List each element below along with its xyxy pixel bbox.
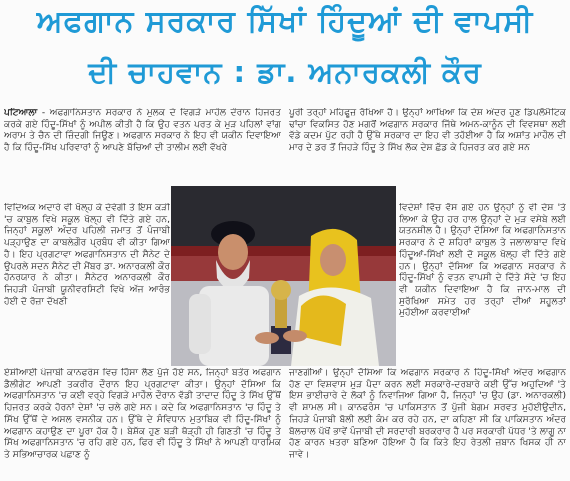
article-column-bottom-right <box>289 368 566 480</box>
article-text-bottom-right: ਜਾਣਗੀਆਂ। ਉਨ੍ਹਾਂ ਦੱਸਿਆ ਕਿ ਅਫਗਾਨ ਸਰਕਾਰ ਨੇ ਹਿੰਦੂ-ਸਿੱਖਾਂ ਅੰਦਰ ਅਫਗਾਨ ਹੋਣ ਦਾ ਵਿਸ਼ਵਾਸ ਮੁੜ ਪੈਦਾ ਕਰਨ ਲਈ ਸਰਕਾਰੇ-ਦਰਬਾਰੇ ਕਈ ਉੱਚ ਅਹੁਦਿਆਂ 'ਤੇ ਇਸ ਭਾਈਚਾਰੇ ਦੇ ਲੋਕਾਂ ਨੂੰ ਨਿਵਾਜਿਆ ਗਿਆ ਹੈ, ਜਿਨ੍ਹਾਂ 'ਚ ਉਹ (ਡਾ. ਅਨਾਰਕਲੀ) ਵੀ ਸ਼ਾਮਲ ਸੀ। ਕਾਨਫਰੰਸ 'ਚ ਪਾਕਿਸਤਾਨ ਤੋਂ ਪੁੱਜੀ ਬੇਗਮ ਸਰਵਤ ਮੁਹੱਈਉਦੀਨ, ਜਿਹੜੇ ਪੰਜਾਬੀ ਬੋਲੀ ਲਈ ਕੰਮ ਕਰ ਰਹੇ ਹਨ, ਦਾ ਕਹਿਣਾ ਸੀ ਕਿ ਪਾਕਿਸਤਾਨ ਅੰਦਰ ਬੋਲਚਾਲ ਪੱਖੋਂ ਭਾਵੇਂ ਪੰਜਾਬੀ ਦੀ ਸਰਦਾਰੀ ਬਰਕਰਾਰ ਹੈ ਪਰ ਸਰਕਾਰੀ ਪੱਧਰ 'ਤੇ ਲਾਗੂ ਨਾ ਹੋਣ ਕਾਰਨ ਖ਼ਤਰਾ ਬਣਿਆ ਹੋਇਆ ਹੈ ਕਿ ਕਿਤੇ ਇਹ ਰੇਤਲੀ ਜ਼ਬਾਨ ਖਿਸਕ ਹੀ ਨਾ ਜਾਵੇ। <box>289 368 566 460</box>
article-text-right-top: ਪੂਰੀ ਤਰ੍ਹਾਂ ਮਹਿਫੂਜ਼ ਰੱਖਿਆ ਹੈ। ਉਨ੍ਹਾਂ ਆਖਿਆ ਕਿ ਦੇਸ਼ ਅੰਦਰ ਹੁਣ ਡਿਪਲੋਮੈਟਿਕ ਢਾਂਚਾ ਵਿਕਸਿਤ ਹੋਣ ਮਗਰੋਂ ਅਫਗਾਨ ਸਰਕਾਰ ਜਿੱਥੇ ਅਮਨ-ਕਾਨੂੰਨ ਦੀ ਵਿਵਸਥਾ ਲਈ ਵੱਡੇ ਕਦਮ ਪੁੱਟ ਰਹੀ ਹੈ ਉੱਥੇ ਸਰਕਾਰ ਦਾ ਇਹ ਵੀ ਤਹੱਈਆ ਹੈ ਕਿ ਅਸ਼ਾਂਤ ਮਾਹੌਲ ਦੀ ਮਾਰ ਦੇ ਡਰ ਤੋਂ ਜਿਹੜੇ ਹਿੰਦੂ ਤੇ ਸਿੱਖ ਲੋਕ ਦੇਸ਼ ਛੱਡ ਕੇ ਹਿਜਰਤ ਕਰ ਗਏ ਸਨ <box>289 108 566 154</box>
photo-illustration <box>171 186 396 366</box>
headline-line-1: ਅਫਗਾਨ ਸਰਕਾਰ ਸਿੱਖਾਂ ਹਿੰਦੂਆਂ ਦੀ ਵਾਪਸੀ <box>36 4 534 39</box>
headline-line-2: ਦੀ ਚਾਹਵਾਨ : ਡਾ. ਅਨਾਰਕਲੀ ਕੌਰ <box>88 55 482 89</box>
article-text-left-top: - ਅਫਗਾਨਿਸਤਾਨ ਸਰਕਾਰ ਨੇ ਮੁਲਕ ਦੇ ਵਿਗੜੇ ਮਾਹੌਲ ਦੌਰਾਨ ਹਿਜਰਤ ਕਰਕੇ ਗਏ ਹਿੰਦੂ-ਸਿੱਖਾਂ ਨੂੰ ਅਪੀਲ ਕੀਤੀ ਹੈ ਕਿ ਉਹ ਵਤਨ ਪਰਤ ਕੇ ਮੁੜ ਪਹਿਲਾਂ ਵਾਂਗ ਅਰਾਮ ਤੇ ਚੈਨ ਦੀ ਜ਼ਿੰਦਗੀ ਜਿਊਣ। ਅਫਗਾਨ ਸਰਕਾਰ ਨੇ ਇਹ ਵੀ ਯਕੀਨ ਦਿਵਾਇਆ ਹੈ ਕਿ ਹਿੰਦੂ-ਸਿੱਖ ਪਰਿਵਾਰਾਂ ਨੂੰ ਆਪਣੇ ਬੱਚਿਆਂ ਦੀ ਤਾਲੀਮ ਲਈ ਵੱਖਰੇ <box>4 108 281 154</box>
article-text-right-mid: ਵਿਦੇਸ਼ਾਂ ਵਿੱਚ ਵੱਸ ਗਏ ਹਨ ਉਨ੍ਹਾਂ ਨੂੰ ਵੀ ਦੇਸ਼ 'ਤੇ ਲਿਆ ਕੇ ਉਹ ਹਰ ਹਾਲ ਉਨ੍ਹਾਂ ਦੇ ਮੁੜ ਵਸੇਬੇ ਲਈ ਯਤਨਸ਼ੀਲ ਹੈ। ਉਨ੍ਹਾਂ ਦੱਸਿਆ ਕਿ ਅਫਗਾਨਿਸਤਾਨ ਸਰਕਾਰ ਨੇ ਦੋ ਸ਼ਹਿਰਾਂ ਕਾਬੁਲ ਤੇ ਜਲਾਲਾਬਾਦ ਵਿਖੇ ਹਿੰਦੂਆਂ-ਸਿੱਖਾਂ ਲਈ ਦੋ ਸਕੂਲ ਖੋਲ੍ਹ ਵੀ ਦਿੱਤੇ ਗਏ ਹਨ। ਉਨ੍ਹਾਂ ਦੱਸਿਆ ਕਿ ਅਫਗਾਨ ਸਰਕਾਰ ਨੇ ਹਿੰਦੂ-ਸਿੱਖਾਂ ਨੂੰ ਵਤਨ ਵਾਪਸੀ ਦੇ ਦਿੱਤੇ ਸੱਦੇ 'ਚ ਇਹ ਵੀ ਯਕੀਨ ਦਿਵਾਇਆ ਹੈ ਕਿ ਜਾਨ-ਮਾਲ ਦੀ ਸੁਰੱਖਿਆ ਸਮੇਤ ਹਰ ਤਰ੍ਹਾਂ ਦੀਆਂ ਸਹੂਲਤਾਂ ਮੁਹੱਈਆ ਕਰਵਾਈਆਂ <box>399 203 566 319</box>
article-column-bottom-left <box>4 368 281 480</box>
article-text-bottom-left: ਏਸ਼ੀਆਈ ਪੰਜਾਬੀ ਕਾਨਫਰੰਸ ਵਿਚ ਹਿੱਸਾ ਲੈਣ ਪੁੱਜੇ ਹੋਏ ਸਨ, ਜਿਨ੍ਹਾਂ ਬਤੌਰ ਅਫਗਾਨ ਡੈਲੀਗੇਟ ਆਪਣੀ ਤਕਰੀਰ ਦੌਰਾਨ ਇਹ ਪ੍ਰਗਟਾਵਾ ਕੀਤਾ। ਉਨ੍ਹਾਂ ਦੱਸਿਆ ਕਿ ਅਫਗਾਨਿਸਤਾਨ 'ਚ ਕਈ ਵਰ੍ਹੇ ਵਿਗੜੇ ਮਾਹੌਲ ਦੌਰਾਨ ਵੱਡੀ ਤਾਦਾਦ ਹਿੰਦੂ ਤੇ ਸਿੱਖ ਉੱਥੋਂ ਹਿਜਰਤ ਕਰਕੇ ਹੋਰਨਾਂ ਦੇਸ਼ਾਂ 'ਚ ਚਲੇ ਗਏ ਸਨ। ਕਦੇ ਕਿ ਅਫਗਾਨਿਸਤਾਨ 'ਚ ਹਿੰਦੂ ਤੇ ਸਿੱਖ ਉੱਥੋਂ ਦੇ ਅਸਲ ਵਸਨੀਕ ਹਨ। ਉੱਥੇ ਦੇ ਸੰਵਿਧਾਨ ਮੁਤਾਬਿਕ ਵੀ ਹਿੰਦੂ-ਸਿੱਖਾਂ ਨੂੰ ਅਫਗਾਨ ਕਹਾਉਣ ਦਾ ਪੂਰਾ ਹੱਕ ਹੈ। ਬੇਸ਼ੱਕ ਹੁਣ ਬੜੀ ਥੋੜ੍ਹੀ ਹੀ ਗਿਣਤੀ 'ਚ ਹਿੰਦੂ ਤੇ ਸਿੱਖ ਅਫਗਾਨਿਸਤਾਨ 'ਚ ਰਹਿ ਗਏ ਹਨ, ਫਿਰ ਵੀ ਹਿੰਦੂ ਤੇ ਸਿੱਖਾਂ ਨੇ ਆਪਣੀ ਧਾਰਮਿਕ ਤੇ ਸਭਿਆਚਾਰਕ ਪਛਾਣ ਨੂੰ <box>4 368 281 460</box>
dateline: ਪਟਿਆਲਾ <box>4 108 38 118</box>
article-column-left-mid <box>4 203 170 365</box>
news-photo <box>171 186 396 366</box>
article-text-left-mid: ਵਿਦਿਅਕ ਅਦਾਰੇ ਵੀ ਖੋਲ੍ਹ ਕੇ ਦੇਵੇਗੀ ਤੇ ਇਸ ਕੜੀ 'ਚ ਕਾਬੁਲ ਵਿਖੇ ਸਕੂਲ ਖੋਲ੍ਹ ਵੀ ਦਿੱਤੇ ਗਏ ਹਨ, ਜਿਨ੍ਹਾਂ ਸਕੂਲਾਂ ਅੰਦਰ ਪਹਿਲੀ ਜਮਾਤ ਤੋਂ ਪੰਜਾਬੀ ਪੜ੍ਹਾਉਣ ਦਾ ਕਾਬਲੇਗ਼ੌਰ ਪ੍ਰਬੰਧ ਵੀ ਕੀਤਾ ਗਿਆ ਹੈ। ਇਹ ਪ੍ਰਗਟਾਵਾ ਅਫਗਾਨਿਸਤਾਨ ਦੀ ਸੈਨੇਟ ਦੇ ਉਪਰਲੇ ਸਦਨ ਸੈਨੇਟ ਦੀ ਮੈਂਬਰ ਡਾ. ਅਨਾਰਕਲੀ ਕੌਰ ਹੋਨਰਯਾਰ ਨੇ ਕੀਤਾ। ਸੈਨੇਟਰ ਅਨਾਰਕਲੀ ਕੌਰ ਜਿਹੜੀ ਪੰਜਾਬੀ ਯੂਨੀਵਰਸਿਟੀ ਵਿਖੇ ਅੱਜ ਆਰੰਭ ਹੋਈ ਦੋ ਰੋਜ਼ਾ ਦੱਖਣੀ <box>4 203 170 307</box>
article-column-right-mid <box>399 203 566 365</box>
